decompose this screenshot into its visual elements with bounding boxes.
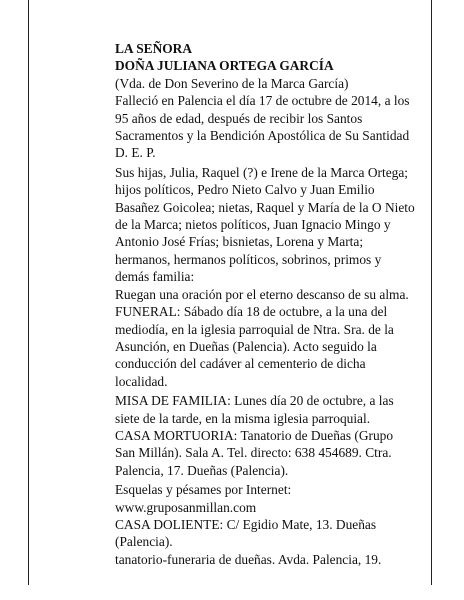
- death-notice: [115, 92, 415, 162]
- family-line: hijos políticos, Pedro Nieto Calvo y Juan Emilio: [115, 182, 375, 198]
- mortuary-line: Palencia, 17. Dueñas (Palencia).: [115, 462, 289, 478]
- funeral-home-footer: tanatorio-funeraria de dueñas. Avda. Palencia, 19.: [115, 551, 382, 567]
- family-line: hermanos, hermanos políticos, sobrinos, primos y: [115, 251, 382, 267]
- death-notice-line: 95 años de edad, después de recibir los Santos: [115, 110, 363, 126]
- funeral-line: localidad.: [115, 373, 168, 389]
- family-line: demás familia:: [115, 269, 195, 285]
- funeral-line: conducción del cadáver al cementerio de dicha: [115, 356, 366, 372]
- family-mass-line: MISA DE FAMILIA: Lunes día 20 de octubre, a las: [115, 393, 394, 409]
- mortuary-line: CASA MORTUORIA: Tanatorio de Dueñas (Grupo: [115, 427, 394, 443]
- website-link[interactable]: www.gruposanmillan.com: [115, 499, 257, 515]
- family-mass-info: [115, 392, 415, 427]
- internet-info: [115, 481, 415, 516]
- prayer-request: Ruegan una oración por el eterno descanso de su alma.: [115, 286, 409, 302]
- family-line: de la Marca; nietos políticos, Juan Ignacio Mingo y: [115, 217, 391, 233]
- death-notice-line: D. E. P.: [115, 145, 156, 161]
- family-line: Sus hijas, Julia, Raquel (?) e Irene de la Marca Ortega;: [115, 164, 408, 180]
- mourning-house-line: CASA DOLIENTE: C/ Egidio Mate, 13. Dueñas: [115, 516, 377, 532]
- death-notice-line: Sacramentos y la Bendición Apostólica de Su Santidad: [115, 128, 410, 144]
- mortuary-info: [115, 427, 415, 479]
- widow-note: (Vda. de Don Severino de la Marca García): [115, 75, 349, 91]
- funeral-line: FUNERAL: Sábado día 18 de octubre, a la una del: [115, 304, 388, 320]
- funeral-info: [115, 303, 415, 390]
- funeral-line: mediodía, en la iglesia parroquial de Ntra. Sra. de la: [115, 321, 394, 337]
- family-line: Basañez Goicolea; nietas, Raquel y María de la O Nieto: [115, 199, 415, 215]
- deceased-name: DOÑA JULIANA ORTEGA GARCÍA: [115, 58, 334, 74]
- funeral-line: Asunción, en Dueñas (Palencia). Acto seguido la: [115, 338, 377, 354]
- internet-line: Esquelas y pésames por Internet:: [115, 482, 292, 498]
- family-list: [115, 164, 415, 286]
- obituary-notice: [115, 40, 415, 568]
- mourning-house-line: (Palencia).: [115, 534, 173, 550]
- heading: [115, 40, 415, 75]
- title-line-1: LA SEÑORA: [115, 41, 193, 56]
- family-mass-line: siete de la tarde, en la misma iglesia parroquial.: [115, 410, 371, 426]
- death-notice-line: Falleció en Palencia el día 17 de octubre de 2014, a los: [115, 93, 410, 109]
- mortuary-line: San Millán). Sala A. Tel. directo: 638 454689. Ctra.: [115, 445, 392, 461]
- mourning-house-info: [115, 516, 415, 551]
- family-line: Antonio José Frías; bisnietas, Lorena y Marta;: [115, 234, 364, 250]
